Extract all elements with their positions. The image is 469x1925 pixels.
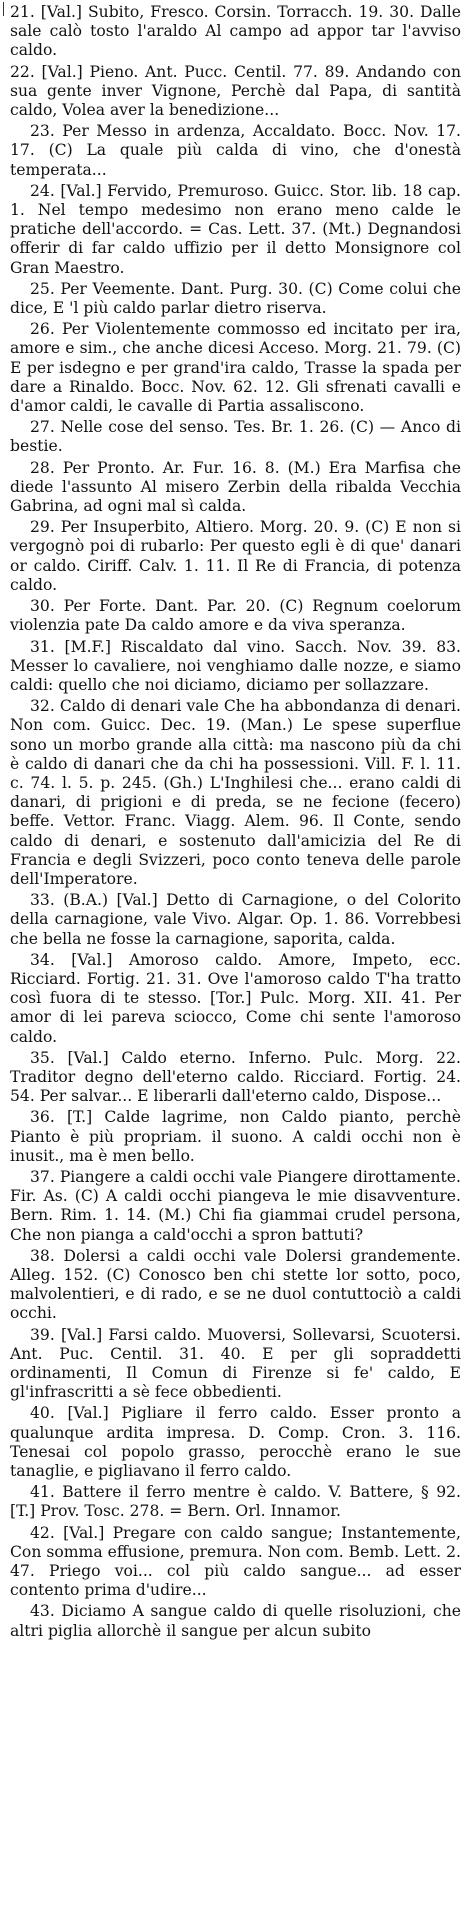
dictionary-entry: 24. [Val.] Fervido, Premuroso. Guicc. Stor. lib. 18 cap. 1. Nel tempo medesimo non erano meno calde le pratiche dell'accordo. = Cas. Lett. 37. (Mt.) Degnandosi offerir di far caldo uffizio per il detto Monsignore col Gran Maestro.: [10, 181, 461, 277]
dictionary-entry: 43. Diciamo A sangue caldo di quelle risoluzioni, che altri piglia allorchè il sangue per alcun subito: [10, 1602, 461, 1640]
dictionary-entry: 22. [Val.] Pieno. Ant. Pucc. Centil. 77. 89. Andando con sua gente inver Vignone, Perchè dal Papa, di santità caldo, Volea aver la benedizione...: [10, 62, 461, 120]
entry-list: [10, 3, 461, 1641]
dictionary-entry: 21. [Val.] Subito, Fresco. Corsin. Torracch. 19. 30. Dalle sale calò tosto l'araldo Al campo ad appor tar l'avviso caldo.: [10, 3, 461, 60]
dictionary-entry: 27. Nelle cose del senso. Tes. Br. 1. 26. (C) — Anco di bestie.: [10, 418, 461, 456]
dictionary-entry: 28. Per Pronto. Ar. Fur. 16. 8. (M.) Era Marfisa che diede l'assunto Al misero Zerbin della ribalda Vecchia Gabrina, ad ogni mal sì calda.: [10, 458, 461, 516]
dictionary-entry: 35. [Val.] Caldo eterno. Inferno. Pulc. Morg. 22. Traditor degno dell'eterno caldo. Ricciard. Fortig. 24. 54. Per salvar... E liberarli dall'eterno caldo, Dispose...: [10, 1048, 461, 1106]
dictionary-entry: 26. Per Violentemente commosso ed incitato per ira, amore e sim., che anche dicesi Acceso. Morg. 21. 79. (C) E per isdegno e per grand'ira caldo, Trasse la spada per dare a Rinaldo. Bocc. Nov. 62. 12. Gli sfrenati cavalli e d'amor caldi, le cavalle di Partia assaliscono.: [10, 320, 461, 416]
margin-rule: [3, 2, 4, 16]
dictionary-entry: 36. [T.] Calde lagrime, non Caldo pianto, perchè Pianto è più propriam. il suono. A caldi occhi non è inusit., ma è men bello.: [10, 1108, 461, 1165]
dictionary-entry: 23. Per Messo in ardenza, Accaldato. Bocc. Nov. 17. 17. (C) La quale più calda di vino, che d'onestà temperata...: [10, 122, 461, 179]
dictionary-entry: 42. [Val.] Pregare con caldo sangue; Instantemente, Con somma effusione, premura. Non com. Bemb. Lett. 2. 47. Priego voi... col più caldo sangue... ad esser contento prima d'udire...: [10, 1523, 461, 1600]
dictionary-entry: 37. Piangere a caldi occhi vale Piangere dirottamente. Fir. As. (C) A caldi occhi piangeva le mie disavventure. Bern. Rim. 1. 14. (M.) Chi fia giammai crudel persona, Che non pianga a cald'occhi a spron battuti?: [10, 1167, 461, 1244]
dictionary-entry: 30. Per Forte. Dant. Par. 20. (C) Regnum coelorum violenzia pate Da caldo amore e da viva speranza.: [10, 597, 461, 635]
dictionary-entry: 32. Caldo di denari vale Che ha abbondanza di denari. Non com. Guicc. Dec. 19. (Man.) Le spese superflue sono un morbo grande alla città: ma nascono più da chi è caldo di danari che da chi ha possessioni. Vill. F. l. 11. c. 74. l. 5. p. 245. (Gh.) L'Inghilesi che... erano caldi di danari, di prigioni e di preda, se ne fecione (fecero) beffe. Vettor. Franc. Viagg. Alem. 96. Il Conte, sendo caldo di denari, e sostenuto dall'amicizia del Re di Francia e degli Svizzeri, poco conto teneva delle parole dell'Imperatore.: [10, 697, 461, 888]
dictionary-entry: 34. [Val.] Amoroso caldo. Amore, Impeto, ecc. Ricciard. Fortig. 21. 31. Ove l'amoroso caldo T'ha tratto così fuora di te stesso. [Tor.] Pulc. Morg. XII. 41. Per amor di lei pareva sciocco, Come chi sente l'amoroso caldo.: [10, 950, 461, 1046]
dictionary-entry: 40. [Val.] Pigliare il ferro caldo. Esser pronto a qualunque ardita impresa. D. Comp. Cron. 3. 116. Tenesai col popolo grasso, perocchè erano le sue tanaglie, e pigliavano il ferro caldo.: [10, 1404, 461, 1481]
dictionary-entry: 33. (B.A.) [Val.] Detto di Carnagione, o del Colorito della carnagione, vale Vivo. Algar. Op. 1. 86. Vorrebbesi che bella ne fosse la carnagione, saporita, calda.: [10, 891, 461, 948]
dictionary-entry: 25. Per Veemente. Dant. Purg. 30. (C) Come colui che dice, E 'l più caldo parlar dietro riserva.: [10, 279, 461, 318]
dictionary-entry: 38. Dolersi a caldi occhi vale Dolersi grandemente. Alleg. 152. (C) Conosco ben chi stette lor sotto, poco, malvolentieri, e di rado, e se ne duol contuttociò a caldi occhi.: [10, 1246, 461, 1323]
dictionary-entry: 39. [Val.] Farsi caldo. Muoversi, Sollevarsi, Scuotersi. Ant. Puc. Centil. 31. 40. E per gli sopraddetti ordinamenti, Il Comun di Firenze si fe' caldo, E gl'infrascritti a sè fece obbedienti.: [10, 1325, 461, 1402]
dictionary-entry: 41. Battere il ferro mentre è caldo. V. Battere, § 92. [T.] Prov. Tosc. 278. = Bern. Orl. Innamor.: [10, 1483, 461, 1521]
dictionary-entry: 29. Per Insuperbito, Altiero. Morg. 20. 9. (C) E non si vergognò poi di rubarlo: Per questo egli è di que' danari or caldo. Ciriff. Calv. 1. 11. Il Re di Francia, di potenza caldo.: [10, 518, 461, 594]
dictionary-entry: 31. [M.F.] Riscaldato dal vino. Sacch. Nov. 39. 83. Messer lo cavaliere, noi venghiamo dalle nozze, e siamo caldi: quello che noi diciamo, diciamo per sollazzare.: [10, 637, 461, 694]
